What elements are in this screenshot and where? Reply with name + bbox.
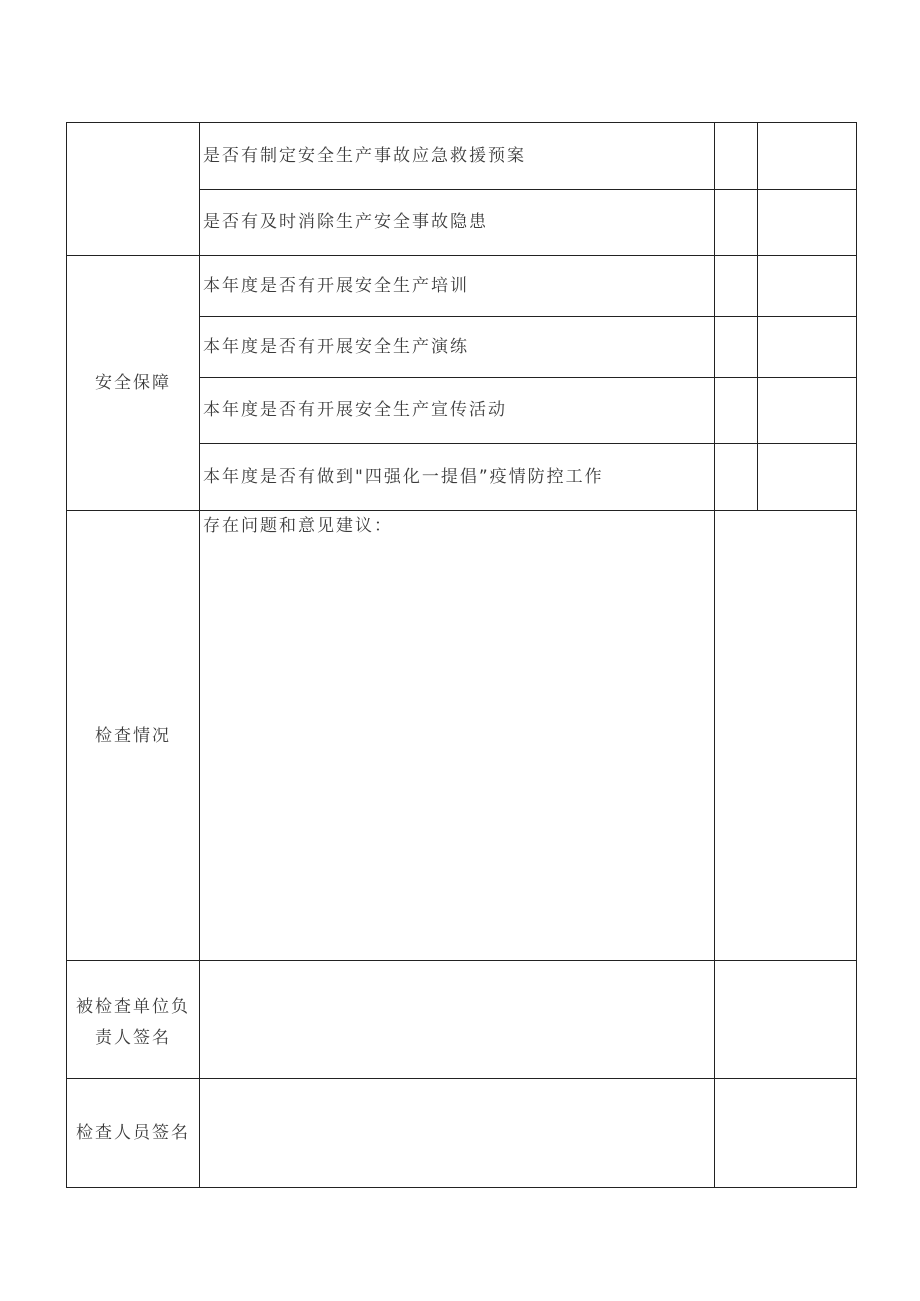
remark-cell[interactable]: [758, 190, 856, 255]
check-item: 是否有及时消除生产安全事故隐患: [203, 212, 488, 232]
answer-cell[interactable]: [715, 123, 757, 189]
answer-cell[interactable]: [715, 378, 757, 443]
remark-cell[interactable]: [758, 317, 856, 377]
inspection-notes-field[interactable]: [200, 540, 714, 960]
check-item: 本年度是否有开展安全生产宣传活动: [203, 400, 507, 420]
inspection-prompt: 存在问题和意见建议：: [203, 516, 393, 536]
remark-cell[interactable]: [758, 123, 856, 189]
remark-cell[interactable]: [758, 256, 856, 316]
remark-cell[interactable]: [758, 444, 856, 510]
unit-sign-label-line1: 被检查单位负: [76, 997, 190, 1017]
answer-cell[interactable]: [715, 190, 757, 255]
check-item: 本年度是否有做到"四强化一提倡”疫情防控工作: [203, 467, 604, 487]
inspector-sign-field[interactable]: [200, 1079, 714, 1187]
category-inspection: 检查情况: [95, 726, 171, 746]
table-border-right: [856, 122, 857, 1188]
inspector-sign-label: 检查人员签名: [76, 1123, 190, 1143]
answer-cell[interactable]: [715, 256, 757, 316]
check-item: 是否有制定安全生产事故应急救援预案: [203, 146, 526, 166]
unit-sign-label-line2: 责人签名: [95, 1028, 171, 1048]
table-border-bottom: [66, 1187, 857, 1188]
check-item: 本年度是否有开展安全生产培训: [203, 276, 469, 296]
remark-cell[interactable]: [758, 378, 856, 443]
check-item: 本年度是否有开展安全生产演练: [203, 337, 469, 357]
unit-sign-field[interactable]: [200, 961, 714, 1078]
answer-cell[interactable]: [715, 317, 757, 377]
row-divider: [66, 510, 857, 511]
answer-cell[interactable]: [715, 444, 757, 510]
category-safety: 安全保障: [95, 373, 171, 393]
